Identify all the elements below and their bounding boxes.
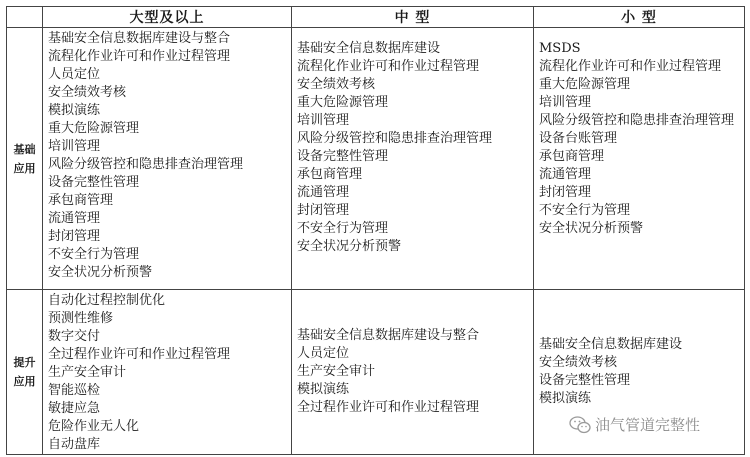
header-row bbox=[7, 7, 745, 28]
row-label-advanced: 提升 应用 bbox=[7, 290, 43, 455]
list-item: 模拟演练 bbox=[48, 103, 101, 118]
header-large-and-above: 大型及以上 bbox=[43, 7, 292, 28]
list-item: 培训管理 bbox=[297, 113, 350, 128]
list-item: 设备台账管理 bbox=[539, 131, 618, 146]
list-item: 安全绩效考核 bbox=[48, 85, 127, 100]
list-item: 重大危险源管理 bbox=[297, 95, 389, 110]
list-item: MSDS bbox=[539, 41, 581, 56]
list-item: 风险分级管控和隐患排查治理管理 bbox=[48, 157, 244, 172]
list-item: 数字交付 bbox=[48, 329, 101, 344]
cell-basic-small bbox=[534, 28, 745, 290]
item-list-advanced-medium bbox=[297, 327, 533, 417]
list-item: 培训管理 bbox=[539, 95, 592, 110]
list-item: 流程化作业许可和作业过程管理 bbox=[539, 59, 722, 74]
list-item: 自动盘库 bbox=[48, 437, 101, 452]
list-item: 封闭管理 bbox=[48, 229, 101, 244]
list-item: 全过程作业许可和作业过程管理 bbox=[48, 347, 231, 362]
list-item: 智能巡检 bbox=[48, 383, 101, 398]
list-item: 设备完整性管理 bbox=[48, 175, 140, 190]
list-item: 不安全行为管理 bbox=[297, 221, 389, 236]
list-item: 不安全行为管理 bbox=[48, 247, 140, 262]
list-item: 基础安全信息数据库建设与整合 bbox=[297, 328, 480, 343]
item-list-advanced-large bbox=[48, 292, 291, 454]
list-item: 封闭管理 bbox=[539, 185, 592, 200]
list-item: 不安全行为管理 bbox=[539, 203, 631, 218]
list-item: 安全状况分析预警 bbox=[48, 265, 153, 280]
list-item: 人员定位 bbox=[297, 346, 350, 361]
cell-basic-large bbox=[43, 28, 292, 290]
cell-advanced-medium bbox=[292, 290, 534, 455]
list-item: 安全状况分析预警 bbox=[297, 239, 402, 254]
list-item: 模拟演练 bbox=[539, 391, 592, 406]
list-item: 风险分级管控和隐患排查治理管理 bbox=[297, 131, 493, 146]
list-item: 敏捷应急 bbox=[48, 401, 101, 416]
wechat-icon bbox=[569, 416, 591, 434]
list-item: 流通管理 bbox=[48, 211, 101, 226]
comparison-table bbox=[6, 6, 745, 455]
list-item: 设备完整性管理 bbox=[297, 149, 389, 164]
item-list-advanced-small bbox=[539, 336, 744, 408]
list-item: 重大危险源管理 bbox=[539, 77, 631, 92]
list-item: 模拟演练 bbox=[297, 382, 350, 397]
header-small: 小 型 bbox=[534, 7, 745, 28]
list-item: 流通管理 bbox=[297, 185, 350, 200]
list-item: 承包商管理 bbox=[539, 149, 605, 164]
watermark-text: 油气管道完整性 bbox=[595, 416, 701, 434]
list-item: 承包商管理 bbox=[48, 193, 114, 208]
row-basic-application bbox=[7, 28, 745, 290]
list-item: 预测性维修 bbox=[48, 311, 114, 326]
list-item: 基础安全信息数据库建设 bbox=[539, 337, 683, 352]
list-item: 危险作业无人化 bbox=[48, 419, 140, 434]
header-corner bbox=[7, 7, 43, 28]
list-item: 基础安全信息数据库建设 bbox=[297, 41, 441, 56]
list-item: 培训管理 bbox=[48, 139, 101, 154]
item-list-basic-medium bbox=[297, 40, 533, 256]
header-medium: 中 型 bbox=[292, 7, 534, 28]
list-item: 流程化作业许可和作业过程管理 bbox=[48, 49, 231, 64]
list-item: 重大危险源管理 bbox=[48, 121, 140, 136]
list-item: 流通管理 bbox=[539, 167, 592, 182]
list-item: 生产安全审计 bbox=[297, 364, 376, 379]
item-list-basic-large bbox=[48, 30, 291, 282]
list-item: 生产安全审计 bbox=[48, 365, 127, 380]
list-item: 设备完整性管理 bbox=[539, 373, 631, 388]
item-list-basic-small bbox=[539, 40, 744, 238]
list-item: 风险分级管控和隐患排查治理管理 bbox=[539, 113, 735, 128]
list-item: 流程化作业许可和作业过程管理 bbox=[297, 59, 480, 74]
row-label-basic: 基础 应用 bbox=[7, 28, 43, 290]
cell-basic-medium bbox=[292, 28, 534, 290]
list-item: 承包商管理 bbox=[297, 167, 363, 182]
list-item: 基础安全信息数据库建设与整合 bbox=[48, 31, 231, 46]
list-item: 人员定位 bbox=[48, 67, 101, 82]
cell-advanced-large bbox=[43, 290, 292, 455]
watermark bbox=[569, 414, 700, 435]
comparison-table-wrapper bbox=[6, 6, 744, 451]
list-item: 封闭管理 bbox=[297, 203, 350, 218]
list-item: 安全绩效考核 bbox=[297, 77, 376, 92]
list-item: 自动化过程控制优化 bbox=[48, 293, 166, 308]
list-item: 全过程作业许可和作业过程管理 bbox=[297, 400, 480, 415]
list-item: 安全绩效考核 bbox=[539, 355, 618, 370]
list-item: 安全状况分析预警 bbox=[539, 221, 644, 236]
